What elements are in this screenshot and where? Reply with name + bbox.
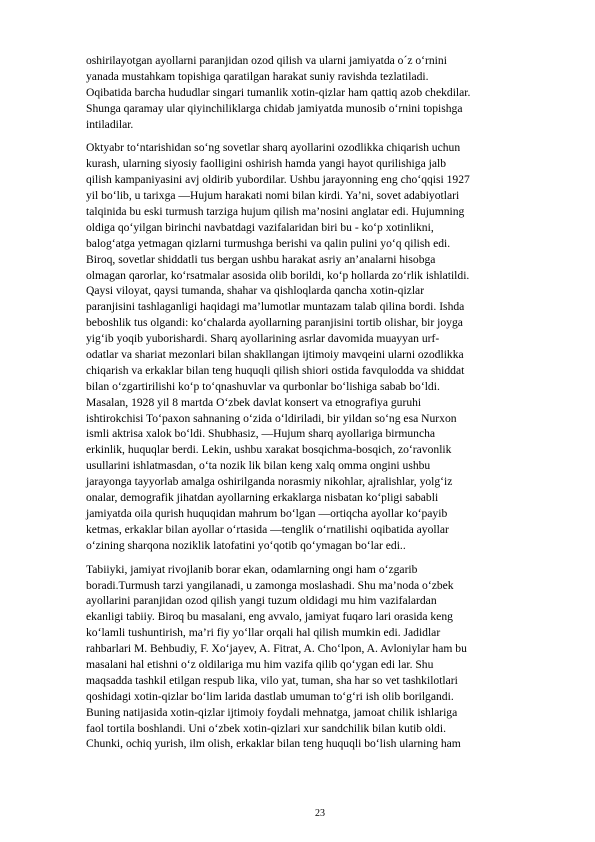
text-line: Biroq, sovetlar shiddatli tus bergan ushbu harakat asriy an’analarni hisobga xyxy=(86,252,436,266)
paragraph-2 xyxy=(86,140,556,553)
text-line: odatlar va shariat mezonlari bilan shakllangan ijtimoiy mavqeini ularni ozodlikka xyxy=(86,348,464,362)
text-line: beboshlik tus olgandi: ko‘chalarda ayollarning paranjisini tortib olishar, bir joyga xyxy=(86,316,463,330)
text-line: ko‘lamli tushuntirish, ma’ri fiy yo‘llar orqali hal qilish mumkin edi. Jadidlar xyxy=(86,626,441,640)
text-line: erkinlik, huquqlar berdi. Lekin, ushbu xarakat bosqichma-bosqich, zo‘ravonlik xyxy=(86,443,452,457)
text-line: oshirilayotgan ayollarni paranjidan ozod qilish va ularni jamiyatda o´z o‘rnini xyxy=(86,54,447,67)
text-line: Oqibatida barcha hududlar singari tumanlik xotin-qizlar ham qattiq azob chekdilar. xyxy=(86,85,471,99)
text-line: Buning natijasida xotin-qizlar ijtimoiy foydali mehnatga, jamoat chilik ishlariga xyxy=(86,705,458,719)
text-line: maqsadda tashkil etilgan respub lika, vilo yat, tuman, sha har so vet tashkilotlari xyxy=(86,673,458,687)
text-line: oldiga qo‘yilgan birinchi navbatdagi vazifalaridan biri bu - ko‘p xotinlikni, xyxy=(86,220,434,234)
text-line: usullarini ishlatmasdan, o‘ta nozik lik bilan keng xalq omma ongini ushbu xyxy=(86,459,431,473)
text-line: qilish kampaniyasini avj oldirib yubordilar. Ushbu jarayonning eng cho‘qqisi 1927 xyxy=(86,173,470,187)
text-line: kurash, ularning siyosiy faolligini oshirish hamda yangi hayot qurilishiga jalb xyxy=(86,157,447,171)
text-line: qoshidagi xotin-qizlar bo‘lim larida dastlab umuman to‘g‘ri ish olib borilgandi. xyxy=(86,689,454,703)
text-line: Qaysi viloyat, qaysi tumanda, shahar va qishloqlarda qancha xotin-qizlar xyxy=(86,284,425,298)
document-body xyxy=(86,53,556,760)
text-line: faol tortila boshlandi. Uni o‘zbek xotin-qizlari xur sandchilik bilan kutib oldi. xyxy=(86,721,446,735)
text-line: Chunki, ochiq yurish, ilm olish, erkaklar bilan teng huquqli bo‘lish ularning ham xyxy=(86,737,461,751)
text-line: paranjisini tashlaganligi haqidagi ma’lumotlar muntazam talab qilina bordi. Ishda xyxy=(86,300,465,314)
text-line: boradi.Turmush tarzi yangilanadi, u zamonga moslashadi. Shu ma’noda o‘zbek xyxy=(86,578,454,592)
text-line: o‘zining sharqona noziklik latofatini yo‘qotib qo‘ymagan bo‘lar edi.. xyxy=(86,538,406,552)
text-line: intiladilar. xyxy=(86,117,134,131)
text-line: chiqarish va erkaklar bilan teng huquqli qilish shiori ostida favqulodda va shiddat xyxy=(86,363,465,377)
text-line: ketmas, erkaklar bilan ayollar o‘rtasida ―tenglik o‘rnatilishi oqibatida ayollar xyxy=(86,522,449,536)
text-line: Oktyabr to‘ntarishidan so‘ng sovetlar sharq ayollarini ozodlikka chiqarish uchun xyxy=(86,141,461,155)
text-line: jamiyatda oila qurish huquqidan mahrum bo‘lgan ―ortiqcha ayollar ko‘payib xyxy=(86,506,448,520)
text-line: masalani hal etishni o‘z oldilariga mu him vazifa qilib qo‘ygan edi lar. Shu xyxy=(86,657,434,671)
text-line: yanada mustahkam topishiga qaratilgan harakat suniy ravishda tezlatiladi. xyxy=(86,69,429,83)
text-line: ekanligi tabiiy. Biroq bu masalani, eng avvalo, jamiyat fuqaro lari orasida keng xyxy=(86,610,453,624)
paragraph-1 xyxy=(86,53,556,132)
text-line: bilan o‘zgartirilishi ko‘p to‘qnashuvlar va qurbonlar bo‘lishiga sabab bo‘ldi. xyxy=(86,379,440,393)
text-line: balog‘atga yetmagan qizlarni turmushga berishi va qalin pulini yo‘q qilish edi. xyxy=(86,236,451,250)
text-line: ishtirokchisi To‘paxon sahnaning o‘zida o‘ldiriladi, bir yildan so‘ng esa Nurxon xyxy=(86,411,457,425)
page-number: 23 xyxy=(315,808,325,819)
text-line: olmagan qarorlar, ko‘rsatmalar asosida olib borildi, ko‘p hollarda zo‘rlik ishlatildi. xyxy=(86,268,470,282)
text-line: ismli aktrisa xalok bo‘ldi. Shubhasiz, ―Hujum sharq ayollariga birmuncha xyxy=(86,427,436,441)
text-line: talqinida bu eski turmush tarziga hujum qilish ma’nosini anglatar edi. Hujumning xyxy=(86,205,465,219)
paragraph-3 xyxy=(86,562,556,753)
text-line: yil bo‘lib, u tarixga ―Hujum harakati nomi bilan kirdi. Ya’ni, sovet adabiyotlari xyxy=(86,189,460,203)
text-line: ayollarini paranjidan ozod qilish yangi tuzum oldidagi mu him vazifalardan xyxy=(86,594,437,608)
text-line: Tabiiyki, jamiyat rivojlanib borar ekan, odamlarning ongi ham o‘zgarib xyxy=(86,562,418,576)
text-line: Masalan, 1928 yil 8 martda O‘zbek davlat konsert va etnografiya guruhi xyxy=(86,395,422,409)
text-line: jarayonga tayyorlab amalga oshirilganda norasmiy nikohlar, ajralishlar, yolg‘iz xyxy=(86,475,453,489)
text-line: Shunga qaramay ular qiyinchiliklarga chidab jamiyatda munosib o‘rnini topishga xyxy=(86,101,463,115)
text-line: onalar, demografik jihatdan ayollarning erkaklarga nisbatan ko‘pligi sababli xyxy=(86,491,439,505)
text-line: rahbarlari M. Behbudiy, F. Xo‘jayev, A. Fitrat, A. Cho‘lpon, A. Avloniylar ham bu xyxy=(86,642,467,656)
text-line: yig‘ib yoqib yuborishardi. Sharq ayollarining asrlar davomida muayyan urf- xyxy=(86,332,440,346)
